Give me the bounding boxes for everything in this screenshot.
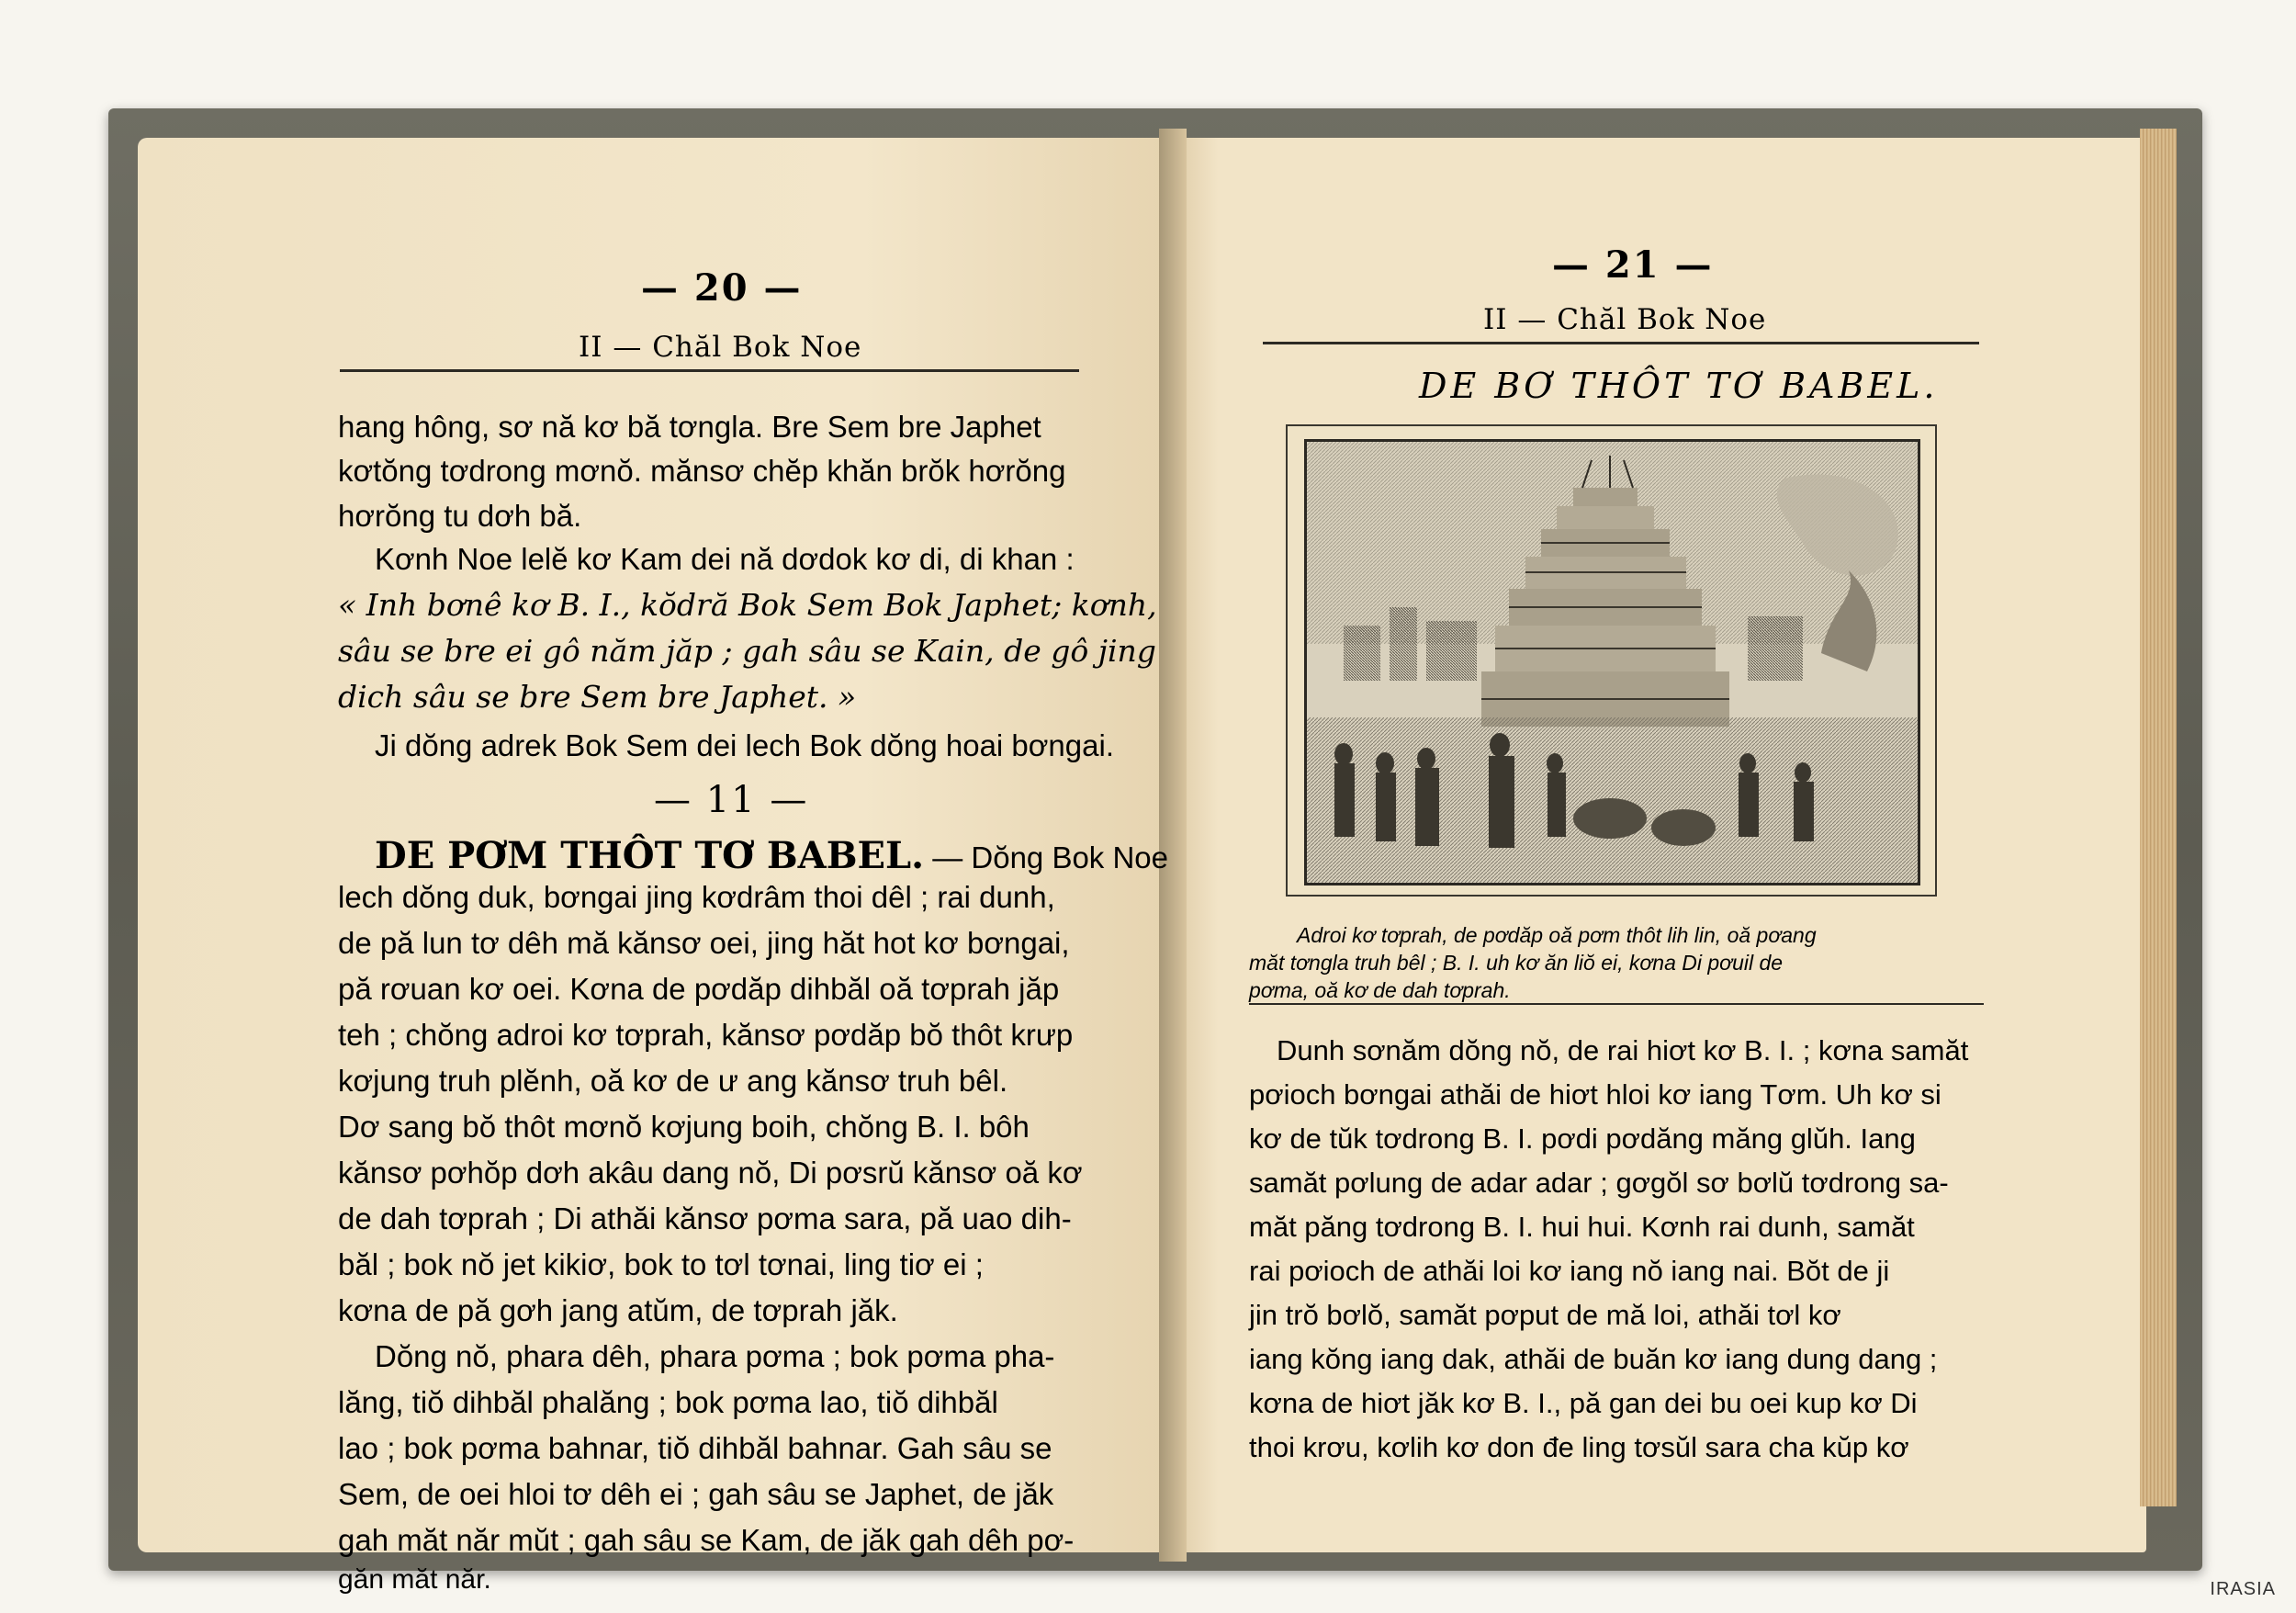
quote-line: « Inh bơnê kơ B. I., kŏdră Bok Sem Bok Japhet; kơnh, bbox=[338, 587, 1157, 623]
text-line: pă rơuan kơ oei. Kơna de pơdăp dihbăl oă tơprah jăp bbox=[338, 972, 1060, 1006]
text-line: măt păng tơdrong B. I. hui hui. Kơnh rai dunh, samăt bbox=[1249, 1211, 1915, 1243]
text-line: pơioch bơngai athăi de hiơt hloi kơ iang Tơm. Uh kơ si bbox=[1249, 1078, 1941, 1111]
text-line: jin trŏ bơlŏ, samăt pơput de mă loi, athăi tơl kơ bbox=[1249, 1299, 1841, 1331]
right-page-number: — 21 — bbox=[1552, 243, 1714, 287]
text-line: băl ; bok nŏ jet kikiơ, bok to tơl tơnai, ling tiơ ei ; bbox=[338, 1247, 984, 1281]
text-line: kơjung truh plĕnh, oă kơ de ư ang kănsơ truh bêl. bbox=[338, 1064, 1008, 1098]
section-first-line: — Dŏng Bok Noe bbox=[924, 840, 1169, 874]
text-line: lăng, tiŏ dihbăl phalăng ; bok pơma lao, tiŏ dihbăl bbox=[338, 1385, 998, 1419]
text-line: kơ de tŭk tơdrong B. I. pơdi pơdăng măng glŭh. Iang bbox=[1249, 1122, 1916, 1155]
text-line: rai pơioch de athăi loi kơ iang nŏ iang nai. Bŏt de ji bbox=[1249, 1255, 1890, 1287]
text-line: kơna de hiơt jăk kơ B. I., pă gan dei bu oei kup kơ Di bbox=[1249, 1387, 1918, 1419]
quote-line: dich sâu se bre Sem bre Japhet. » bbox=[338, 679, 857, 715]
text-line: gah măt năr mŭt ; gah sâu se Kam, de jăk gah dêh pơ- bbox=[338, 1523, 1075, 1557]
text-line: samăt pơlung de adar adar ; gơgŏl sơ bơlŭ tơdrong sa- bbox=[1249, 1167, 1949, 1199]
text-line: Dơ sang bŏ thôt mơnŏ kơjung boih, chŏng B. I. bôh bbox=[338, 1110, 1030, 1144]
text-line: Dŏng nŏ, phara dêh, phara pơma ; bok pơma pha- bbox=[375, 1339, 1055, 1373]
text-line: de dah tơprah ; Di athăi kănsơ pơma sara, pă uao dih- bbox=[338, 1201, 1072, 1235]
right-running-head: II — Chăl Bok Noe bbox=[1483, 303, 1767, 336]
text-line: Ji dŏng adrek Bok Sem dei lech Bok dŏng hoai bơngai. bbox=[375, 728, 1114, 762]
page-edges bbox=[2140, 129, 2177, 1506]
right-header-rule bbox=[1263, 342, 1979, 344]
left-running-head: II — Chăl Bok Noe bbox=[579, 331, 862, 364]
section-heading: DE PƠM THÔT TƠ BABEL. bbox=[375, 834, 925, 877]
left-header-rule bbox=[340, 369, 1079, 372]
text-line: lao ; bok pơma bahnar, tiŏ dihbăl bahnar. Gah sâu se bbox=[338, 1431, 1052, 1465]
text-line: hang hông, sơ nă kơ bă tơngla. Bre Sem bre Japhet bbox=[338, 410, 1041, 444]
quote-line: sâu se bre ei gô năm jăp ; gah sâu se Kain, de gô jing bbox=[338, 633, 1156, 669]
section-number: — 11 — bbox=[654, 779, 809, 821]
section-heading-line bbox=[375, 834, 1168, 877]
watermark: IRASIA bbox=[2210, 1579, 2276, 1599]
tower-of-babel-engraving bbox=[1304, 439, 1920, 885]
text-line: kănsơ pơhŏp dơh akâu dang nŏ, Di pơsrŭ kănsơ oă kơ bbox=[338, 1156, 1083, 1190]
text-line: hơrŏng tu dơh bă. bbox=[338, 499, 582, 533]
text-line: kơna de pă gơh jang atŭm, de tơprah jăk. bbox=[338, 1293, 898, 1327]
caption-line: Adroi kơ tơprah, de pơdăp oă pơm thôt lih lin, oă pơang bbox=[1297, 923, 1817, 947]
text-line: de pă lun tơ dêh mă kănsơ oei, jing hăt hot kơ bơngai, bbox=[338, 926, 1070, 960]
text-line: Dunh sơnăm dŏng nŏ, de rai hiơt kơ B. I. ; kơna samăt bbox=[1277, 1034, 1969, 1066]
left-page-number: — 20 — bbox=[641, 266, 803, 310]
caption-rule bbox=[1249, 1003, 1984, 1005]
caption-line: pơma, oă kơ de dah tơprah. bbox=[1249, 978, 1511, 1002]
chapter-title: DE BƠ THÔT TƠ BABEL. bbox=[1419, 366, 1939, 406]
text-line: Kơnh Noe lelĕ kơ Kam dei nă dơdok kơ di, di khan : bbox=[375, 542, 1075, 576]
caption-line: măt tơngla truh bêl ; B. I. uh kơ ăn liŏ ei, kơna Di pơuil de bbox=[1249, 951, 1784, 975]
text-line: iang kŏng iang dak, athăi de buăn kơ iang dung dang ; bbox=[1249, 1343, 1938, 1375]
text-line: thoi krơu, kơlih kơ don đe ling tơsŭl sara cha kŭp kơ bbox=[1249, 1431, 1909, 1463]
text-line: kơtŏng tơdrong mơnŏ. mănsơ chĕp khăn brŏk hơrŏng bbox=[338, 454, 1066, 488]
text-line: Sem, de oei hloi tơ dêh ei ; gah sâu se Japhet, de jăk bbox=[338, 1477, 1054, 1511]
text-line: găn măt năr. bbox=[338, 1564, 491, 1595]
text-line: lech dŏng duk, bơngai jing kơdrâm thoi dêl ; rai dunh, bbox=[338, 880, 1055, 914]
text-line: teh ; chŏng adroi kơ tơprah, kănsơ pơdăp bŏ thôt krưp bbox=[338, 1018, 1074, 1052]
